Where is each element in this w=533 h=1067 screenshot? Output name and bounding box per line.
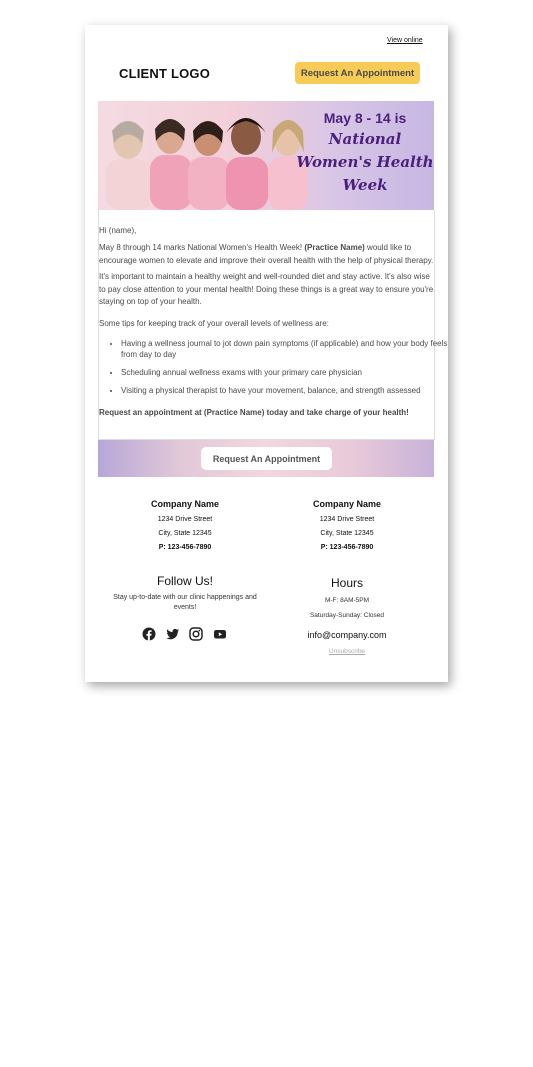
health-paragraph: It's important to maintain a healthy weight and well-rounded diet and stay active. It's also wise to pay close attention to your mental health! Doing these things is a great way to ensure you're staying on top of your health. [99, 272, 434, 306]
list-item: • Having a wellness journal to jot down pain symptoms (if applicable) and how your body feels from day to day [121, 338, 449, 360]
intro-text-end: would like to encourage women to elevate and improve their overall health with the help of physical therapy. [99, 243, 434, 265]
client-logo: CLIENT LOGO [119, 66, 211, 81]
phone: P: 123-456-7890 [158, 544, 212, 551]
street-address: 1234 Drive Street [319, 516, 375, 523]
weekend-hours: Saturday-Sunday: Closed [309, 612, 385, 619]
unsubscribe-link[interactable]: Unsubscribe [328, 648, 366, 655]
company-name: Company Name [150, 499, 220, 509]
email-link[interactable]: info@company.com [307, 630, 387, 640]
hero-title-line-womens-health: Women's Health [296, 153, 434, 171]
list-item: • Scheduling annual wellness exams with your primary care physician [121, 367, 449, 378]
hours-title: Hours [330, 576, 363, 590]
intro-paragraph [99, 242, 435, 267]
request-appointment-button[interactable]: Request An Appointment [295, 62, 420, 84]
weekday-hours: M-F: 8AM-5PM [324, 597, 370, 604]
company-name: Company Name [312, 499, 382, 509]
tips-intro: Some tips for keeping track of your overall levels of wellness are: [99, 319, 329, 328]
greeting: Hi (name), [99, 226, 137, 235]
twitter-icon[interactable] [166, 627, 180, 641]
instagram-icon[interactable] [189, 627, 203, 641]
follow-us-text: Stay up-to-date with our clinic happenings and events! [113, 594, 257, 611]
facebook-icon[interactable] [142, 627, 156, 641]
intro-text-start: May 8 through 14 marks National Women's Health Week! [99, 243, 305, 252]
list-item: • Visiting a physical therapist to have your movement, balance, and strength assessed [121, 385, 449, 396]
practice-name: (Practice Name) [304, 243, 365, 252]
phone: P: 123-456-7890 [320, 544, 374, 551]
location-2 [272, 499, 422, 551]
follow-us-title: Follow Us! [156, 574, 213, 588]
city-state: City, State 12345 [320, 530, 374, 537]
hero-date: May 8 - 14 is [323, 110, 407, 126]
hero-title-line-national: National [328, 130, 402, 148]
hero-title-line-week: Week [342, 176, 388, 194]
city-state: City, State 12345 [158, 530, 212, 537]
hero-title [292, 110, 438, 197]
banner-request-appointment-button[interactable]: Request An Appointment [201, 447, 332, 470]
street-address: 1234 Drive Street [157, 516, 213, 523]
youtube-icon[interactable] [213, 627, 227, 641]
tips-list [104, 338, 449, 403]
view-online-link[interactable]: View online [387, 37, 423, 44]
call-to-action-text: Request an appointment at (Practice Name) today and take charge of your health! [99, 408, 409, 417]
location-1 [110, 499, 260, 551]
